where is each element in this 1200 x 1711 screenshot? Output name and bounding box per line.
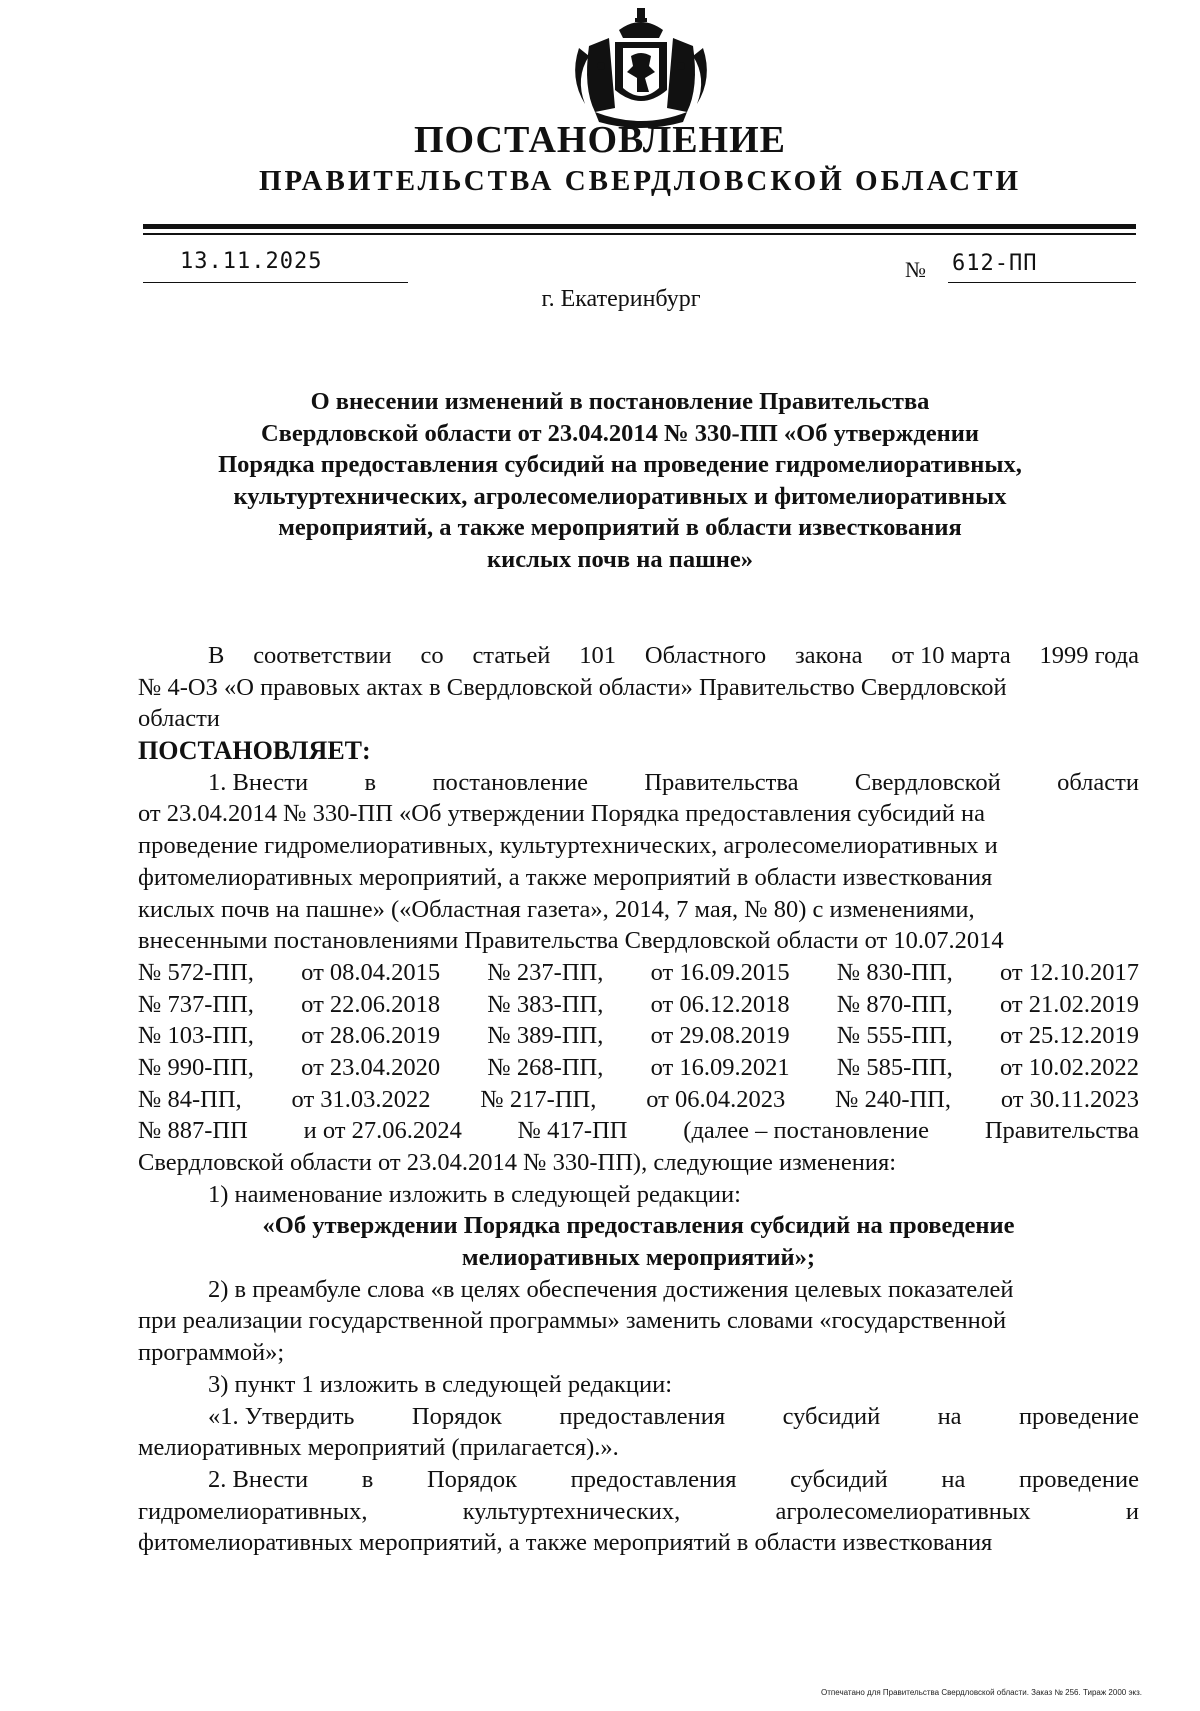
document-body	[138, 640, 1139, 1559]
subitem2-line: 2) в преамбуле слова «в целях обеспечения достижения целевых показателей	[208, 1275, 1014, 1303]
item1-line: от 23.04.2014 № 330-ПП «Об утверждении Порядка предоставления субсидий на	[138, 800, 985, 828]
subitem2-line: при реализации государственной программы» заменить словами «государственной	[138, 1307, 1007, 1335]
amendment-row: № 572-ПП, от 08.04.2015 № 237-ПП, от 16.09.2015 № 830-ПП, от 12.10.2017	[138, 958, 1139, 986]
title-line: Свердловской области от 23.04.2014 № 330-ПП «Об утверждении	[260, 419, 980, 447]
item1-line: внесенными постановлениями Правительства Свердловской области от 10.07.2014	[138, 927, 1004, 955]
amendment-row: № 84-ПП, от 31.03.2022 № 217-ПП, от 06.04.2023 № 240-ПП, от 30.11.2023	[138, 1085, 1139, 1113]
amendment-row: № 887-ПП и от 27.06.2024 № 417-ПП (далее – постановление Правительства	[138, 1117, 1139, 1145]
preamble-line: области	[138, 705, 220, 733]
item2-line: гидромелиоративных, культуртехнических, агролесомелиоративных и	[138, 1497, 1139, 1525]
document-city: г. Екатеринбург	[541, 286, 701, 312]
header-divider-thin	[143, 233, 1136, 235]
coat-of-arms-icon	[565, 8, 717, 128]
item1-line: 1. Внести в постановление Правительства Свердловской области	[208, 768, 1139, 796]
item1-tail: Свердловской области от 23.04.2014 № 330-ПП), следующие изменения:	[138, 1149, 897, 1176]
document-type-heading: ПОСТАНОВЛЕНИЕ	[413, 119, 787, 161]
title-line: культуртехнических, агролесомелиоративных и фитомелиоративных	[233, 482, 1007, 510]
subitem2-line: программой»;	[138, 1339, 285, 1367]
preamble-line: № 4-ОЗ «О правовых актах в Свердловской области» Правительство Свердловской	[138, 673, 1007, 701]
amendment-row: № 737-ПП, от 22.06.2018 № 383-ПП, от 06.12.2018 № 870-ПП, от 21.02.2019	[138, 990, 1139, 1018]
document-number: 612-ПП	[952, 251, 1038, 276]
document-date: 13.11.2025	[180, 249, 323, 274]
subitem1-quote: мелиоративных мероприятий»;	[461, 1244, 816, 1272]
issuer-heading: ПРАВИТЕЛЬСТВА СВЕРДЛОВСКОЙ ОБЛАСТИ	[258, 165, 1022, 197]
item2-line: фитомелиоративных мероприятий, а также мероприятий в области известкования	[138, 1529, 993, 1557]
number-underline	[948, 282, 1136, 283]
print-footer: Отпечатано для Правительства Свердловской области. Заказ № 256. Тираж 2000 экз.	[821, 1688, 1142, 1697]
date-underline	[143, 282, 408, 283]
title-line: мероприятий, а также мероприятий в области известкования	[278, 514, 962, 541]
subitem3-line: мелиоративных мероприятий (прилагается).».	[138, 1434, 619, 1462]
title-line: О внесении изменений в постановление Правительства	[310, 388, 930, 415]
title-line: кислых почв на пашне»	[486, 545, 754, 573]
document-title	[170, 386, 1070, 575]
item2-line: 2. Внести в Порядок предоставления субсидий на проведение	[208, 1465, 1139, 1493]
amendment-row: № 990-ПП, от 23.04.2020 № 268-ПП, от 16.09.2021 № 585-ПП, от 10.02.2022	[138, 1053, 1139, 1081]
number-sign: №	[905, 257, 926, 282]
amendment-row: № 103-ПП, от 28.06.2019 № 389-ПП, от 29.08.2019 № 555-ПП, от 25.12.2019	[138, 1022, 1139, 1050]
item1-line: фитомелиоративных мероприятий, а также мероприятий в области известкования	[138, 863, 993, 891]
header-divider-thick	[143, 224, 1136, 229]
item1-line: кислых почв на пашне» («Областная газета», 2014, 7 мая, № 80) с изменениями,	[138, 895, 975, 923]
title-line: Порядка предоставления субсидий на проведение гидромелиоративных,	[218, 451, 1022, 478]
preamble-line: В соответствии со статьей 101 Областного закона от 10 марта 1999 года	[208, 642, 1139, 669]
resolves-heading: ПОСТАНОВЛЯЕТ:	[138, 736, 371, 766]
item1-line: проведение гидромелиоративных, культуртехнических, агролесомелиоративных и	[138, 832, 998, 860]
subitem3-intro: 3) пункт 1 изложить в следующей редакции:	[208, 1370, 673, 1398]
subitem1-quote: «Об утверждении Порядка предоставления субсидий на проведение	[262, 1212, 1015, 1240]
subitem3-line: «1. Утвердить Порядок предоставления субсидий на проведение	[208, 1402, 1139, 1430]
subitem1-intro: 1) наименование изложить в следующей редакции:	[208, 1180, 741, 1208]
